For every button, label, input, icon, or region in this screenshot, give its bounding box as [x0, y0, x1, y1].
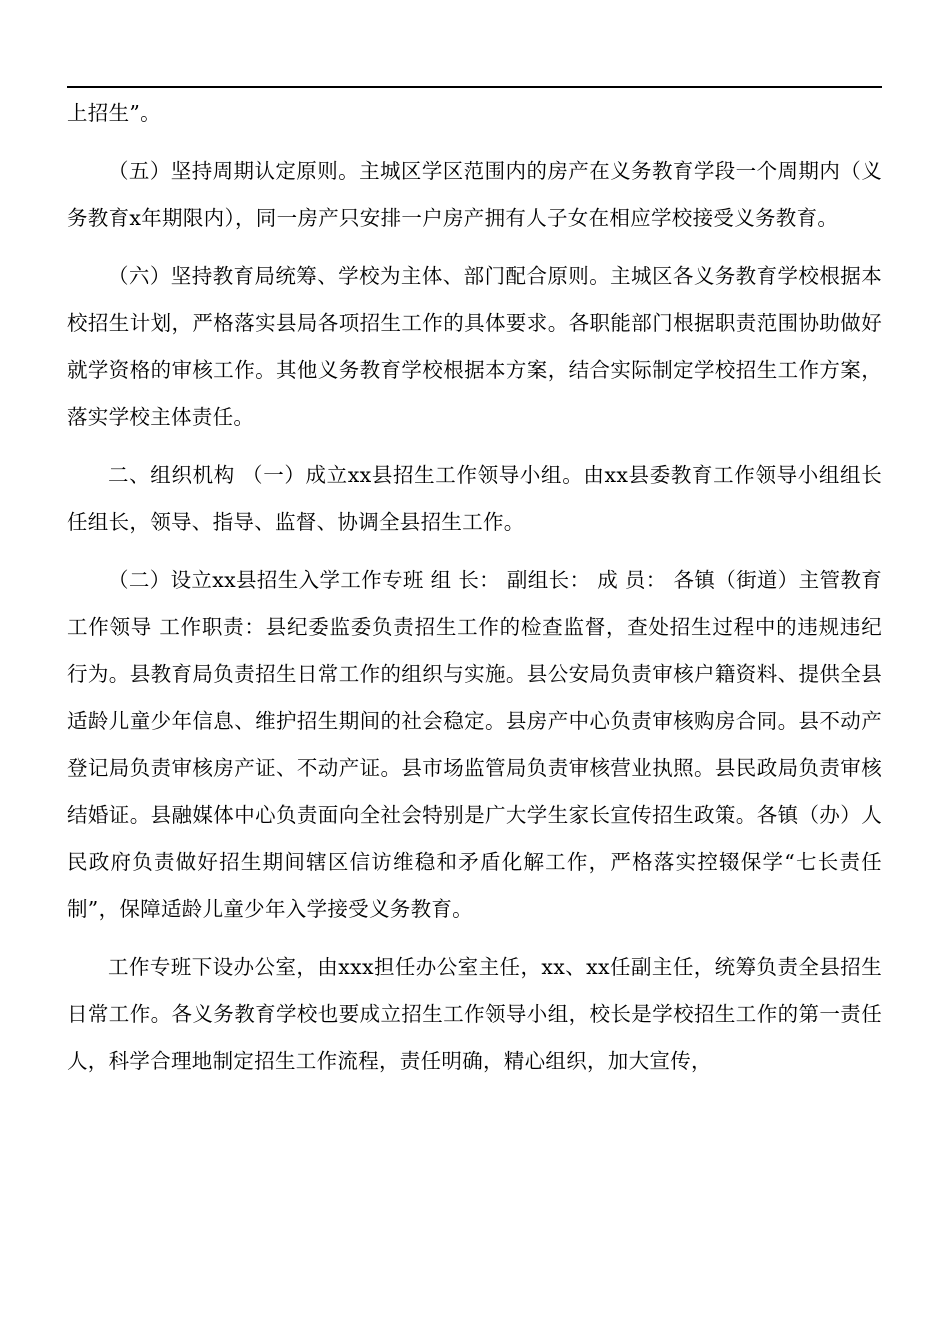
paragraph: 上招生”。	[67, 101, 161, 125]
paragraph: 工作专班下设办公室，由xxx担任办公室主任，xx、xx任副主任，统筹负责全县招生日常工作。各义务教育学校也要成立招生工作领导小组，校长是学校招生工作的第一责任人，科学合理地制定招生工作流程，责任明确，精心组织，加大宣传，	[67, 955, 882, 1073]
paragraph: （六）坚持教育局统筹、学校为主体、部门配合原则。主城区各义务教育学校根据本校招生计划，严格落实县局各项招生工作的具体要求。各职能部门根据职责范围协助做好就学资格的审核工作。其他义务教育学校根据本方案，结合实际制定学校招生工作方案，落实学校主体责任。	[67, 264, 882, 429]
document-body	[67, 90, 882, 1096]
paragraph: 二、组织机构 （一）成立xx县招生工作领导小组。由xx县委教育工作领导小组组长任组长，领导、指导、监督、协调全县招生工作。	[67, 463, 882, 534]
paragraph: （二）设立xx县招生入学工作专班 组 长： 副组长： 成 员： 各镇（街道）主管教育工作领导 工作职责：县纪委监委负责招生工作的检查监督，查处招生过程中的违规违纪行为。县教育局负责招生日常工作的组织与实施。县公安局负责审核户籍资料、提供全县适龄儿童少年信息、维护招生期间的社会稳定。县房产中心负责审核购房合同。县不动产登记局负责审核房产证、不动产证。县市场监管局负责审核营业执照。县民政局负责审核结婚证。县融媒体中心负责面向全社会特别是广大学生家长宣传招生政策。各镇（办）人民政府负责做好招生期间辖区信访维稳和矛盾化解工作，严格落实控辍保学“七长责任制”，保障适龄儿童少年入学接受义务教育。	[67, 568, 882, 921]
header-rule	[67, 86, 882, 88]
paragraph: （五）坚持周期认定原则。主城区学区范围内的房产在义务教育学段一个周期内（义务教育x年期限内），同一房产只安排一户房产拥有人子女在相应学校接受义务教育。	[67, 159, 882, 230]
